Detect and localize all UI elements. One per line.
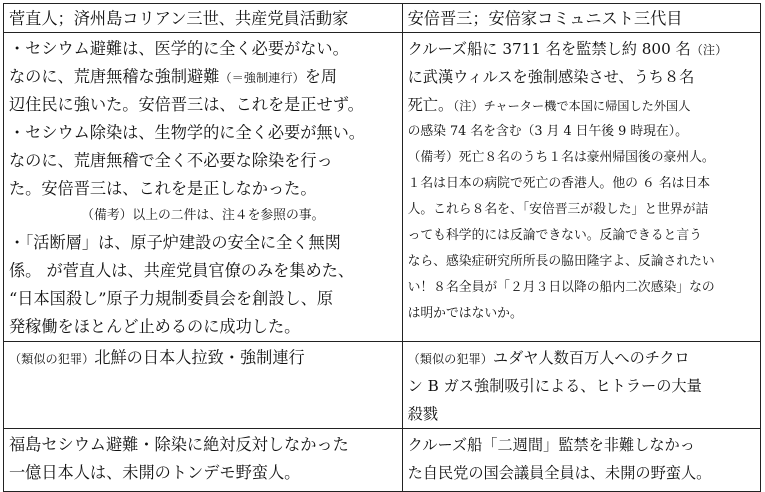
right-line-7: 人。これら８名を、「安倍晋三が殺した」と世界が詰 <box>407 202 709 217</box>
left-line-5: なのに、荒唐無稽で全く不必要な除染を行っ <box>9 151 333 170</box>
right-crime-text-1: ユダヤ人数百万人へのチクロ <box>492 349 690 367</box>
right-line-11: は明かではないか。 <box>407 306 523 321</box>
header-right-text: 安倍晋三；安倍家コミュニスト三代目 <box>407 9 683 28</box>
left-line-11: 発稼働をほとんど止めるのに成功した。 <box>9 317 301 336</box>
left-line-2 <box>9 63 397 91</box>
left-line-2-note: （＝強制連行） <box>219 71 305 85</box>
right-line-3-note: （注）チャーター機で本国に帰国した外国人 <box>453 99 691 113</box>
header-right-cell <box>402 4 760 33</box>
left-line-6: た。安倍晋三は、これを是正しなかった。 <box>9 179 317 198</box>
right-line-8: っても科学的には反論できない。反論できると言う <box>407 228 702 243</box>
comparison-table <box>3 3 761 492</box>
right-line-9: なら、感染症研究所所長の脇田隆字よ、反論されたい <box>407 254 715 269</box>
right-line-2: に武漢ウィルスを強制感染させ、うち８名 <box>407 68 695 86</box>
right-line-10: い！８名全員が「２月３日以降の船内二次感染」なの <box>407 280 715 295</box>
left-crime-text: 北鮮の日本人拉致・強制連行 <box>94 348 305 367</box>
footer-row <box>4 429 761 492</box>
header-left-cell <box>4 4 403 33</box>
header-row <box>4 4 761 33</box>
right-line-1-note: （注） <box>690 43 728 57</box>
footer-left-line-2: 一億日本人は、未開のトンデモ野蛮人。 <box>9 463 301 482</box>
right-main-cell <box>402 33 760 342</box>
left-crime-cell <box>4 342 403 429</box>
footer-left-cell <box>4 429 403 492</box>
similar-crime-row <box>4 342 761 429</box>
right-line-5: （備考）死亡８名のうち１名は豪州帰国後の豪州人。 <box>407 150 715 165</box>
left-line-2-a: なのに、荒唐無稽な強制避難 <box>9 67 220 86</box>
right-crime-line-3: 殺戮 <box>407 405 438 423</box>
left-line-10: “日本国殺し”原子力規制委員会を創設し、原 <box>9 289 334 308</box>
main-row <box>4 33 761 342</box>
footer-right-cell <box>402 429 760 492</box>
footer-left-line-1: 福島セシウム避難・除染に絶対反対しなかった <box>9 435 349 454</box>
right-line-3 <box>408 91 755 119</box>
left-crime-note: （類似の犯罪） <box>9 352 95 366</box>
right-line-1-a: クルーズ船に 3711 名を監禁し約 800 名 <box>407 40 691 58</box>
right-crime-line-2: ン B ガス強制吸引による、ヒトラーの大量 <box>407 377 702 395</box>
right-line-3-a: 死亡。 <box>407 96 454 114</box>
header-left-text: 菅直人；済州島コリアン三世、共産党員活動家 <box>9 9 349 28</box>
left-line-2-c: を周 <box>304 67 338 86</box>
left-line-3: 辺住民に強いた。安倍晋三は、これを是正せず。 <box>9 95 364 114</box>
right-line-6: １名は日本の病院で死亡の香港人。他の ６ 名は日本 <box>407 176 711 191</box>
left-line-8: ・「活断層」は、原子炉建設の安全に全く無関 <box>9 233 341 252</box>
right-crime-line-1 <box>408 344 755 372</box>
right-crime-note: （類似の犯罪） <box>407 352 493 366</box>
right-line-1 <box>408 35 755 63</box>
right-crime-cell <box>402 342 760 429</box>
left-crime-line <box>9 344 397 372</box>
left-note-line: （備考）以上の二件は、注４を参照の事。 <box>81 208 325 223</box>
right-line-4: の感染 74 名を含む（3 月 4 日午後 9 時現在）。 <box>407 124 688 139</box>
left-line-4: ・セシウム除染は、生物学的に全く必要が無い。 <box>9 123 365 142</box>
left-line-9: 係。 が菅直人は、共産党員官僚のみを集めた、 <box>9 261 355 280</box>
footer-right-line-1: クルーズ船「二週間」監禁を非難しなかっ <box>407 436 695 454</box>
footer-right-line-2: た自民党の国会議員全員は、未開の野蛮人。 <box>407 464 712 482</box>
left-main-cell <box>4 33 403 342</box>
left-line-1: ・セシウム避難は、医学的に全く必要がない。 <box>9 39 349 58</box>
